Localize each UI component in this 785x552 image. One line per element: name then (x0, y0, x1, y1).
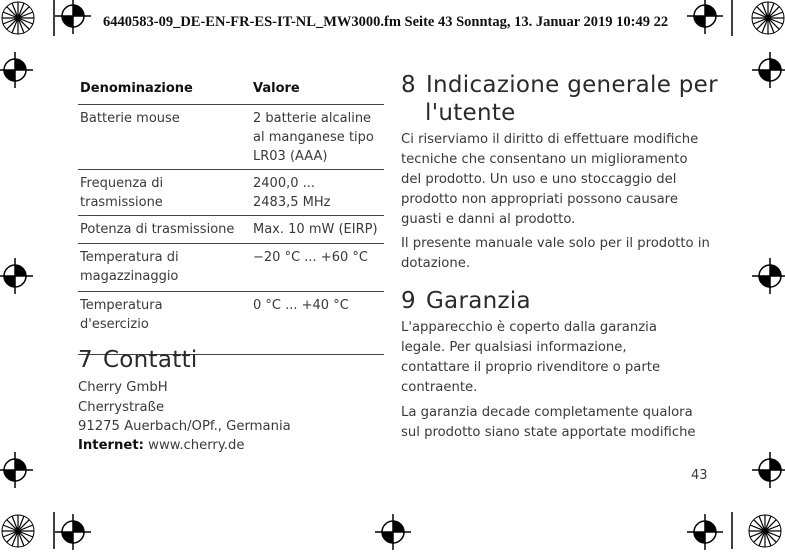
section-7-title: Contatti (102, 347, 198, 373)
table-cell-name: Temperatura di magazzinaggio (80, 250, 179, 284)
table-cell-value: Max. 10 mW (EIRP) (253, 222, 378, 237)
registration-target-icon (0, 450, 35, 490)
starburst-calibration-icon (0, 509, 40, 549)
section-9-title: Garanzia (425, 288, 531, 314)
section-7-heading (78, 346, 198, 374)
table-cell-name: Batterie mouse (80, 111, 180, 126)
section-8-heading (401, 71, 721, 127)
contact-city: 91275 Auerbach/OPf., Germania (78, 419, 291, 434)
page-number: 43 (691, 468, 708, 483)
print-header-line: 6440583-09_DE-EN-FR-ES-IT-NL_MW3000.fm Seite 43 Sonntag, 13. Januar 2019 10:49 22 (103, 14, 669, 30)
registration-target-icon (750, 256, 785, 296)
contact-internet (78, 436, 244, 455)
starburst-calibration-icon (0, 0, 40, 40)
registration-target-icon (750, 50, 785, 90)
section-8-paragraph-2: Il presente manuale vale solo per il prodotto in dotazione. (401, 236, 710, 271)
starburst-calibration-icon (745, 509, 785, 549)
table-cell-value: −20 °C ... +60 °C (253, 250, 368, 265)
contact-company: Cherry GmbH (78, 380, 168, 395)
table-header (78, 76, 384, 105)
table-cell-name: Frequenza di trasmissione (80, 176, 164, 210)
table-cell-value: 2400,0 ... 2483,5 MHz (253, 176, 331, 210)
table-row (78, 244, 384, 292)
table-header-denominazione: Denominazione (80, 81, 193, 96)
section-8-title-line2: l'utente (425, 100, 516, 126)
section-9-paragraph-2: La garanzia decade completamente qualora sul prodotto siano state apportate modifiche (401, 405, 696, 440)
internet-label: Internet: (78, 438, 144, 453)
section-9-number: 9 (401, 288, 416, 314)
table-row (78, 170, 384, 216)
registration-target-icon (0, 256, 35, 296)
table-header-valore: Valore (253, 81, 300, 96)
registration-target-icon (0, 50, 35, 90)
registration-target-icon (685, 512, 725, 552)
table-cell-value: 0 °C ... +40 °C (253, 298, 349, 313)
registration-target-icon (685, 0, 725, 36)
section-8-title-line1: Indicazione generale per (425, 72, 718, 98)
internet-link[interactable]: www.cherry.de (148, 438, 245, 453)
table-row (78, 105, 384, 170)
section-8-paragraph-1: Ci riserviamo il diritto di effettuare modifiche tecniche che consentano un miglioramento del prodotto. Un uso e uno stoccaggio del prodotto non appropriati possono causare guasti e danni al prodotto. (401, 132, 699, 227)
starburst-calibration-icon (748, 0, 785, 40)
registration-target-icon (53, 512, 93, 552)
contact-street: Cherrystraße (78, 400, 165, 415)
table-row (78, 216, 384, 244)
section-9-heading (401, 287, 531, 315)
section-9-paragraph-1: L'apparecchio è coperto dalla garanzia legale. Per qualsiasi informazione, contattare il proprio rivenditore o parte contraente. (401, 320, 661, 395)
registration-target-icon (53, 0, 93, 36)
section-8-number: 8 (401, 72, 416, 98)
table-cell-value: 2 batterie alcaline al manganese tipo LR03 (AAA) (253, 111, 374, 164)
technical-data-table (78, 76, 384, 355)
table-cell-name: Temperatura d'esercizio (80, 298, 163, 332)
registration-target-icon (373, 512, 413, 552)
registration-target-icon (750, 450, 785, 490)
table-cell-name: Potenza di trasmissione (80, 222, 235, 237)
section-7-number: 7 (78, 347, 93, 373)
